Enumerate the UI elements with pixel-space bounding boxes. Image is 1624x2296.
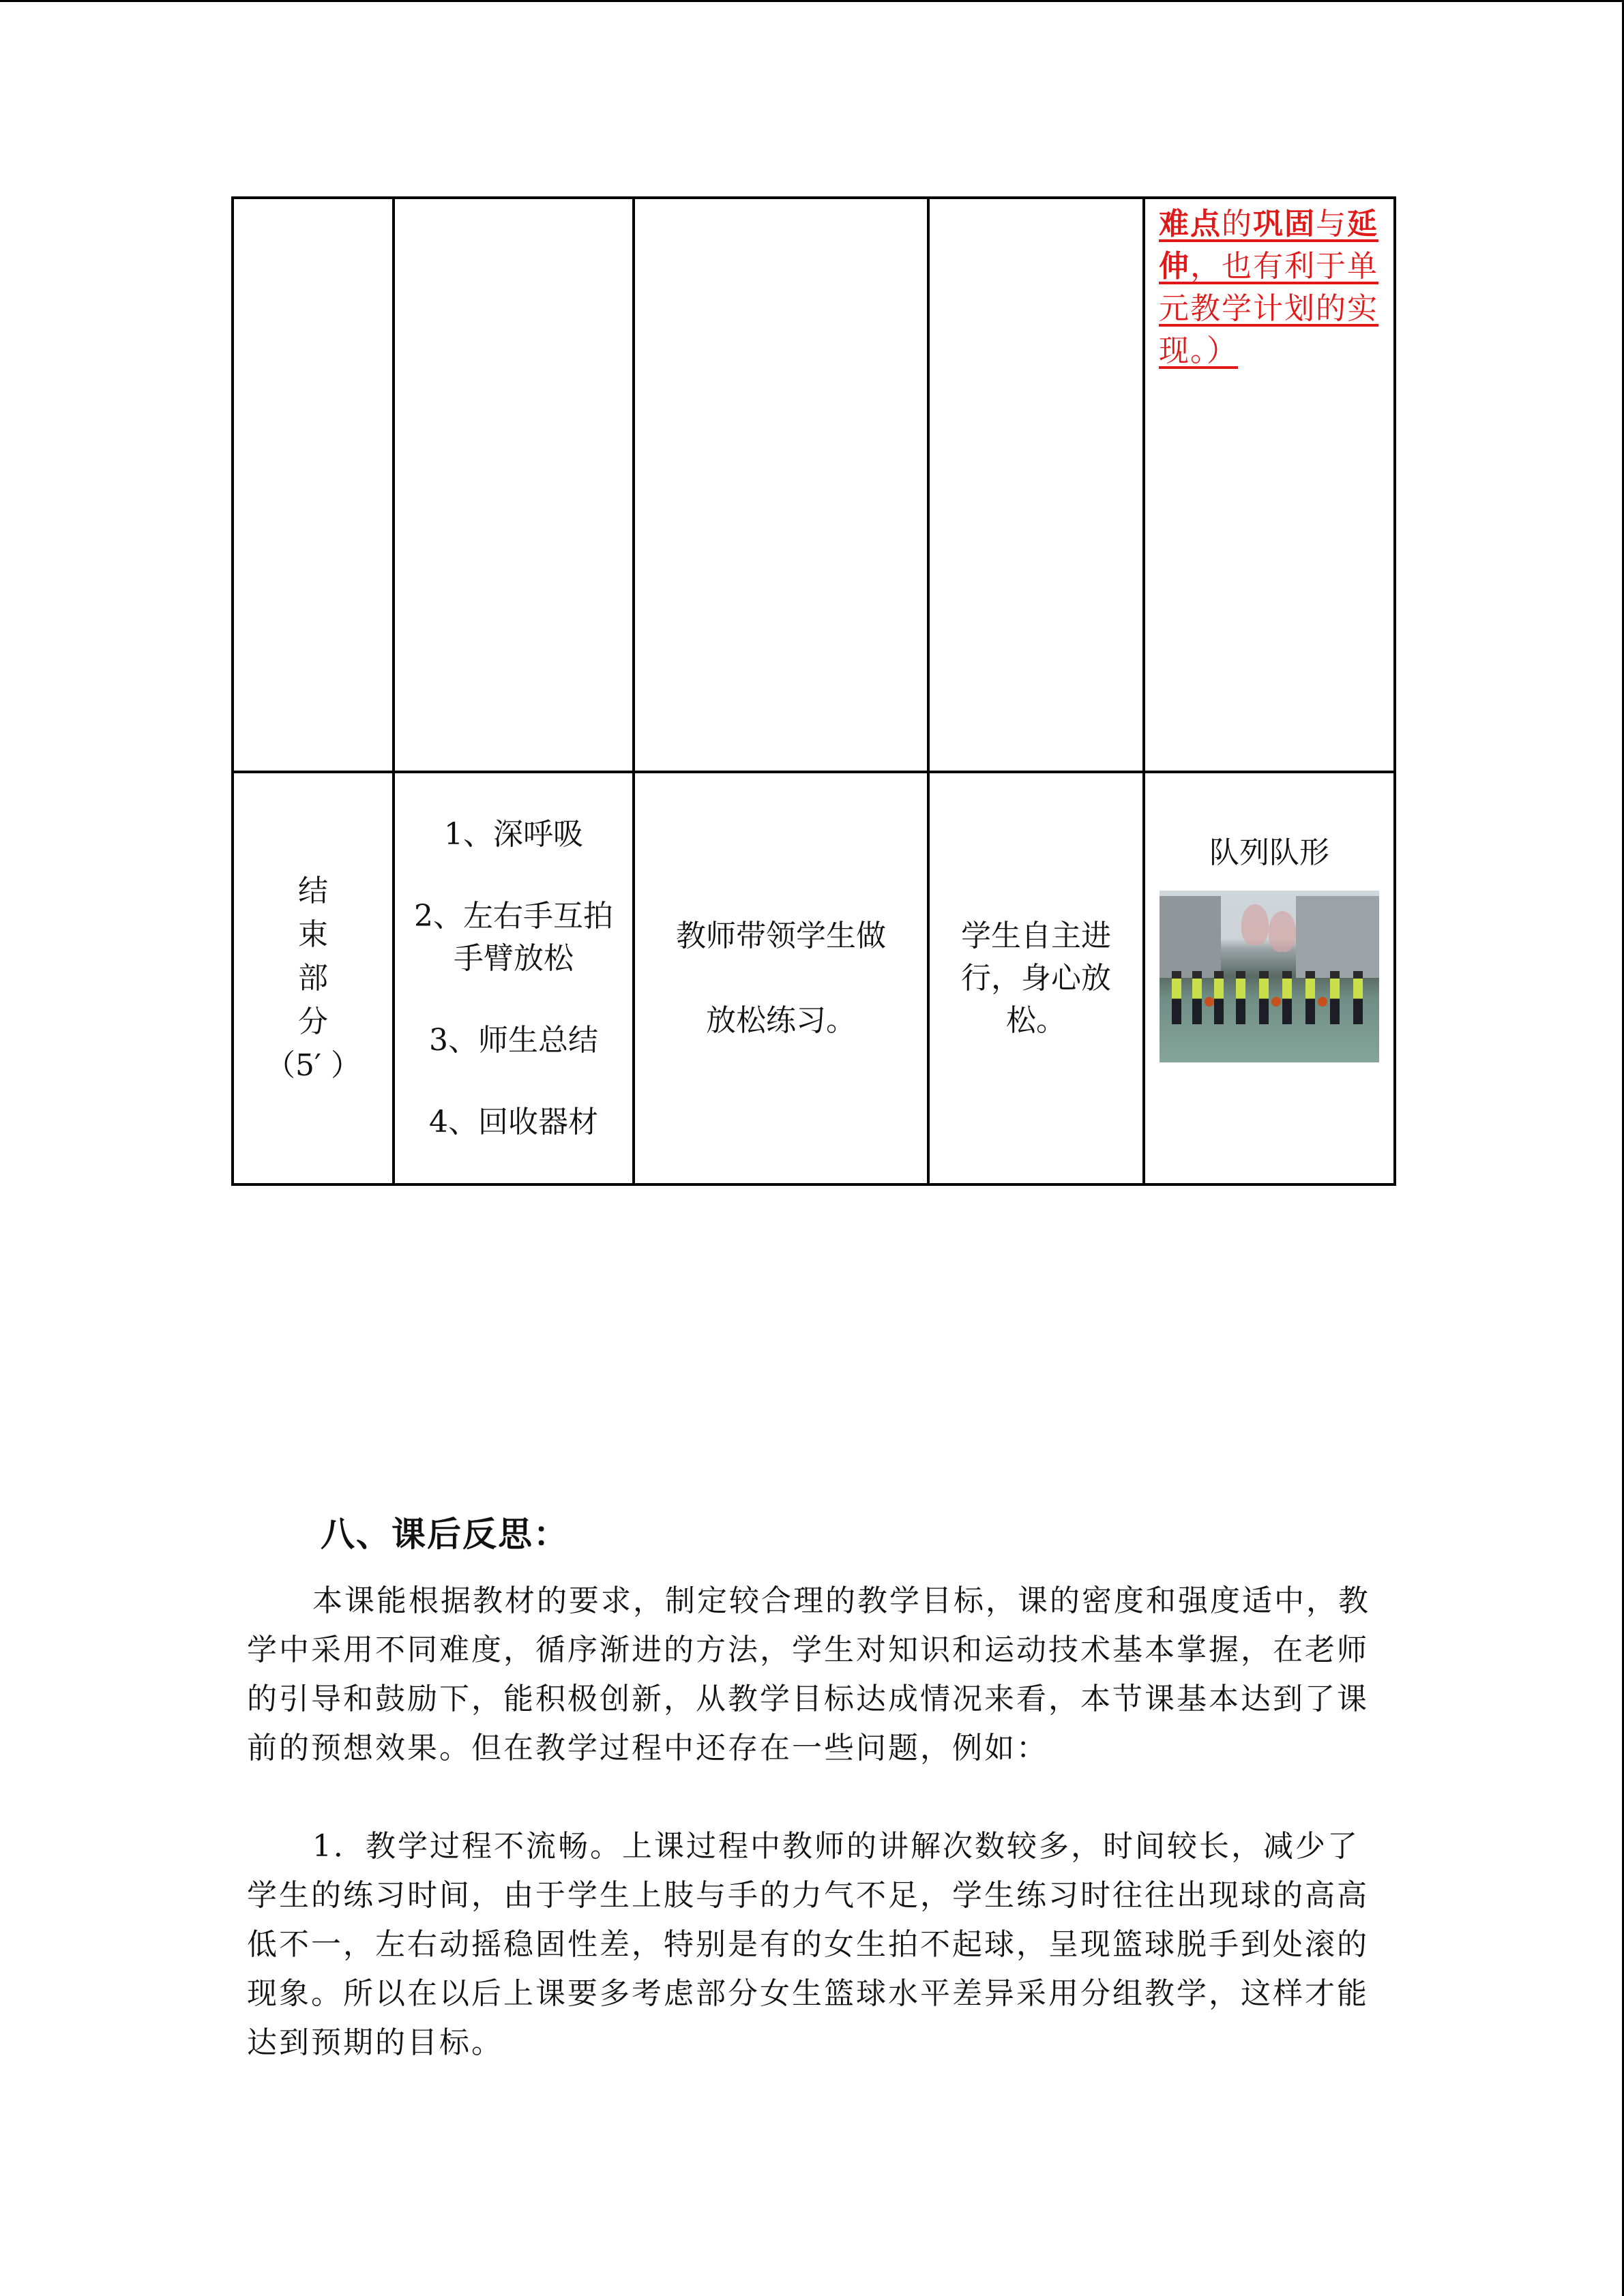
organization-cell <box>1144 772 1395 1184</box>
student-activity-cell <box>928 772 1144 1184</box>
section-char: 结 <box>298 873 328 908</box>
table-cell <box>928 198 1144 772</box>
table-cell <box>394 198 634 772</box>
note-bold-text: 难点 <box>1159 207 1222 241</box>
student-activity-text: 学生自主进行，身心放松。 <box>961 918 1111 1038</box>
list-item: 2、左右手互拍手臂放松 <box>414 898 613 976</box>
section-char: 分 <box>298 1004 328 1039</box>
section-time: （5′ ） <box>265 1047 361 1083</box>
section-label-cell <box>233 772 394 1184</box>
design-intent-cell <box>1144 198 1395 772</box>
note-text: 的 <box>1222 207 1253 241</box>
note-text: 与 <box>1316 207 1347 241</box>
content-cell <box>394 772 634 1184</box>
teacher-activity-cell <box>634 772 928 1184</box>
list-item: 3、师生总结 <box>429 1022 598 1058</box>
page-top-border <box>0 0 1624 2</box>
design-intent-note <box>1159 207 1378 368</box>
photo-student <box>1172 971 1181 1024</box>
photo-tree <box>1269 911 1296 952</box>
photo-basketball <box>1271 997 1281 1007</box>
section-char: 部 <box>298 960 328 996</box>
organization-label: 队列队形 <box>1209 835 1329 870</box>
section-label <box>234 869 392 1088</box>
teacher-activity-line: 放松练习。 <box>706 1002 856 1038</box>
reflection-paragraph: 1．教学过程不流畅。上课过程中教师的讲解次数较多，时间较长，减少了学生的练习时间，由于学生上肢与手的力气不足，学生练习时往往出现球的高高低不一，左右动摇稳固性差，特别是有的女生拍不起球，呈现篮球脱手到处滚的现象。所以在以后上课要多考虑部分女生篮球水平差异采用分组教学，这样才能达到预期的目标。 <box>247 1829 1369 2060</box>
photo-basketball <box>1205 997 1214 1007</box>
reflection-paragraph: 本课能根据教材的要求，制定较合理的教学目标，课的密度和强度适中，教学中采用不同难度，循序渐进的方法，学生对知识和运动技术基本掌握，在老师的引导和鼓励下，能积极创新，从教学目标达成情况来看，本节课基本达到了课前的预想效果。但在教学过程中还存在一些问题，例如： <box>247 1583 1370 1765</box>
list-item: 4、回收器材 <box>429 1104 598 1139</box>
photo-student <box>1236 971 1245 1024</box>
photo-student <box>1330 971 1340 1024</box>
table-row <box>233 772 1395 1184</box>
table-row <box>233 198 1395 772</box>
note-text: ，也有利于单元教学计划的实现。） <box>1159 249 1378 368</box>
section-char: 束 <box>298 916 328 952</box>
table-cell <box>233 198 394 772</box>
photo-student <box>1192 971 1202 1024</box>
photo-building <box>1296 896 1379 978</box>
photo-tree <box>1241 904 1269 945</box>
photo-student <box>1259 971 1269 1024</box>
note-bold-text: 延伸 <box>1159 207 1378 284</box>
photo-student <box>1282 971 1292 1024</box>
photo-student <box>1214 971 1224 1024</box>
teacher-activity-line: 教师带领学生做 <box>676 918 886 953</box>
table-cell <box>634 198 928 772</box>
lesson-plan-table <box>231 196 1396 1186</box>
class-formation-photo <box>1160 891 1379 1062</box>
photo-basketball <box>1318 997 1327 1007</box>
photo-student <box>1353 971 1363 1024</box>
list-item: 1、深呼吸 <box>444 816 583 852</box>
photo-building <box>1160 896 1221 978</box>
reflection-heading: 八、课后反思： <box>321 1515 569 1554</box>
photo-student <box>1305 971 1315 1024</box>
note-bold-text: 巩固 <box>1253 207 1316 241</box>
